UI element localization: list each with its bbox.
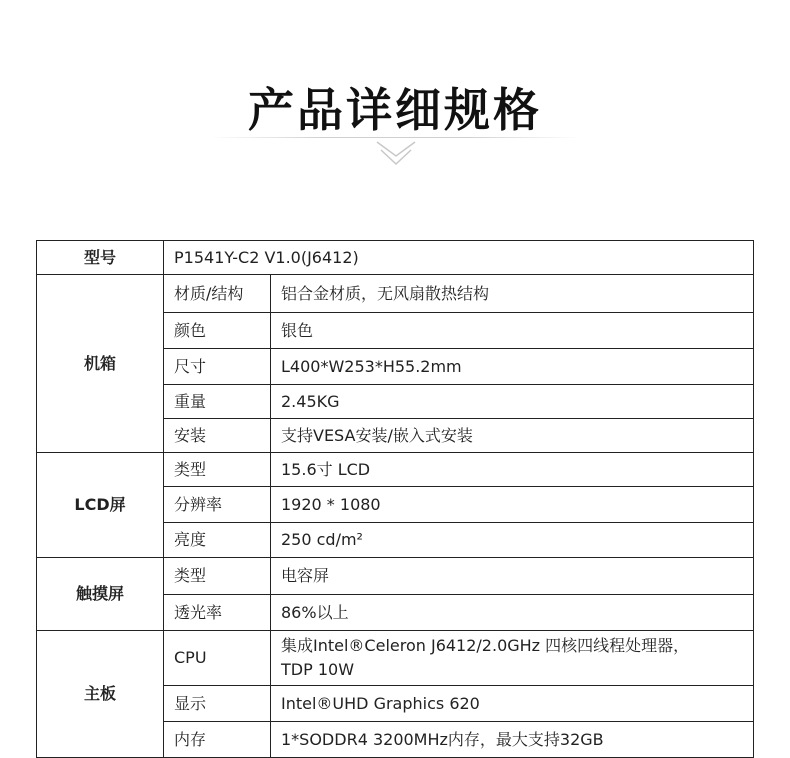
category-chassis: 机箱 [37, 275, 164, 453]
spec-value: 电容屏 [271, 558, 754, 595]
spec-value: L400*W253*H55.2mm [271, 349, 754, 385]
spec-value: 2.45KG [271, 385, 754, 419]
spec-value-line2: TDP 10W [281, 660, 355, 679]
spec-value: 15.6寸 LCD [271, 453, 754, 487]
spec-label: 安装 [164, 419, 271, 453]
spec-label: 类型 [164, 558, 271, 595]
category-lcd: LCD屏 [37, 453, 164, 558]
spec-label: 显示 [164, 686, 271, 722]
table-row [37, 275, 754, 313]
category-touchscreen: 触摸屏 [37, 558, 164, 631]
spec-value: 银色 [271, 313, 754, 349]
spec-value: 1920 * 1080 [271, 487, 754, 523]
chevron-down-icon [375, 138, 417, 168]
spec-value-line1: 集成Intel®Celeron J6412/2.0GHz 四核四线程处理器， [281, 636, 690, 655]
spec-value: Intel®UHD Graphics 620 [271, 686, 754, 722]
spec-label: 透光率 [164, 595, 271, 631]
spec-table [36, 240, 754, 758]
spec-label: 类型 [164, 453, 271, 487]
page-title: 产品详细规格 [248, 83, 542, 137]
model-label: 型号 [37, 241, 164, 275]
table-row [37, 631, 754, 686]
spec-label: 尺寸 [164, 349, 271, 385]
spec-label: 材质/结构 [164, 275, 271, 313]
category-motherboard: 主板 [37, 631, 164, 758]
spec-value: 1*SODDR4 3200MHz内存，最大支持32GB [271, 722, 754, 758]
spec-label: 颜色 [164, 313, 271, 349]
spec-label: 内存 [164, 722, 271, 758]
spec-label: CPU [164, 631, 271, 686]
spec-value: 86%以上 [271, 595, 754, 631]
spec-label: 亮度 [164, 523, 271, 558]
model-value: P1541Y-C2 V1.0(J6412) [164, 241, 754, 275]
spec-value [271, 631, 754, 686]
table-row-model [37, 241, 754, 275]
spec-value: 铝合金材质，无风扇散热结构 [271, 275, 754, 313]
table-row [37, 453, 754, 487]
spec-label: 分辨率 [164, 487, 271, 523]
spec-value: 支持VESA安装/嵌入式安装 [271, 419, 754, 453]
spec-label: 重量 [164, 385, 271, 419]
table-row [37, 558, 754, 595]
spec-value: 250 cd/m² [271, 523, 754, 558]
